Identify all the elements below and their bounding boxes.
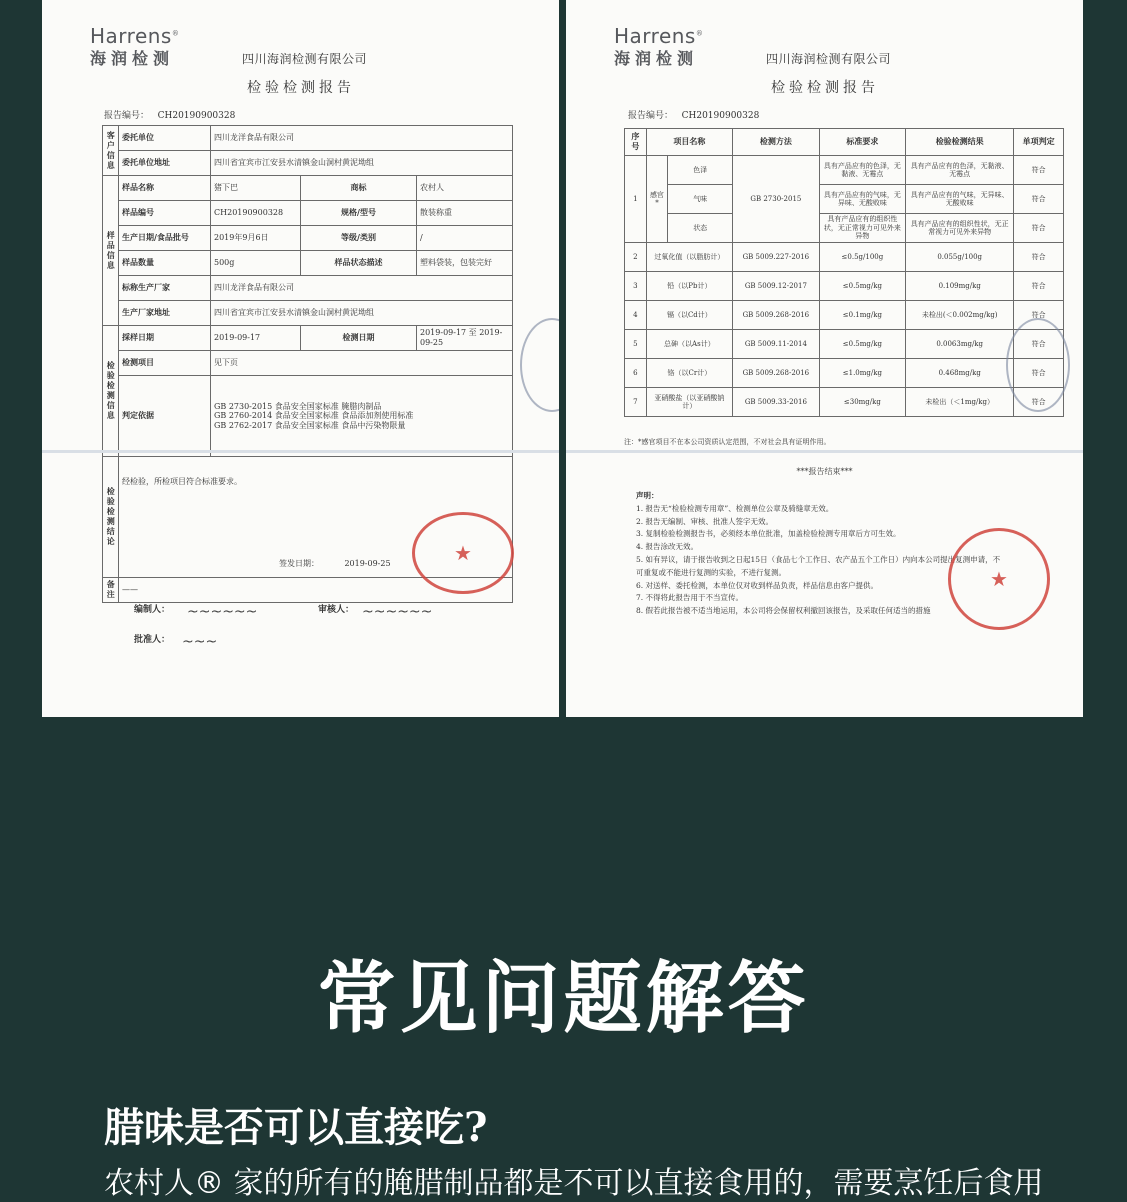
logo-cn-text: 海润检测: [614, 49, 699, 68]
approver-label: 批准人：: [134, 635, 171, 645]
inspection-stamp: ★: [412, 512, 514, 594]
logo-reg-mark: ®: [171, 29, 180, 38]
company-stamp: ★: [948, 528, 1050, 630]
table-row: 7 亚硝酸盐（以亚硝酸钠计） GB 5009.33-2016 ≤30mg/kg 未检出（＜1mg/kg） 符合: [625, 388, 1064, 417]
section-client: 客户信息: [103, 126, 119, 176]
table-row: 检测项目 见下页: [103, 351, 513, 376]
section-inspection: 检验检测信息: [103, 326, 119, 457]
approver-signature: ~~~: [182, 634, 218, 650]
report-page-2: [566, 0, 1083, 717]
declaration: 声明： 1. 报告无“检验检测专用章”、检测单位公章及骑缝章无效。 2. 报告无编制、审核、批准人签字无效。 3. 复制检验检测报告书，必须经本单位批准，加盖检验检测专用章后方可生效。 4. 报告涂改无效。 5. 如有异议，请于报告收到之日起15日（食品七个工作日、农产品五个工作日）内向本公司提出复测申请，不可重复或不能进行复测的实验，不进行复测。 6. 对送样、委托检测，本单位仅对收到样品负责，样品信息由客户提供。 7. 不得将此报告用于不当宣传。 8. 假若此报告被不适当地运用，本公司将会保留权利撤回该报告，及采取任何适当的措施: [636, 491, 1001, 616]
reviewer-signature: ~~~~~~: [362, 604, 433, 620]
table-row: 4 镉（以Cd计） GB 5009.268-2016 ≤0.1mg/kg 未检出(＜0.002mg/kg) 符合: [625, 301, 1064, 330]
table-row: 5 总砷（以As计） GB 5009.11-2014 ≤0.5mg/kg 0.0063mg/kg 符合: [625, 330, 1064, 359]
company-name: 四川海润检测有限公司: [766, 52, 892, 66]
table-row: 生产日期/食品批号 2019年9月6日 等级/类别 /: [103, 226, 513, 251]
report-number: 报告编号： CH20190900328: [104, 111, 236, 121]
table-row: 生产厂家地址 四川省宜宾市江安县水清镇金山洞村黄泥坳组: [103, 301, 513, 326]
table-header-row: 序号 项目名称 检测方法 标准要求 检验检测结果 单项判定: [625, 129, 1064, 156]
test-results-table: [624, 128, 1064, 417]
report-number: 报告编号： CH20190900328: [628, 111, 760, 121]
harrens-logo: [614, 24, 703, 69]
editor-label: 编制人：: [134, 605, 171, 615]
seam-stamp: [1006, 318, 1070, 412]
table-row: 2 过氧化值（以脂肪计） GB 5009.227-2016 ≤0.5g/100g 0.055g/100g 符合: [625, 243, 1064, 272]
table-row: 1 感官* 色泽 GB 2730-2015 具有产品应有的色泽，无黏液、无霉点 具有产品应有的色泽，无黏液、无霉点 符合: [625, 156, 1064, 185]
section-sample: 样品信息: [103, 176, 119, 326]
table-row: 气味 具有产品应有的气味，无异味、无酸败味 具有产品应有的气味，无异味、无酸败味 符合: [625, 185, 1064, 214]
company-name: 四川海润检测有限公司: [242, 52, 368, 66]
table-row: 判定依据 GB 2730-2015 食品安全国家标准 腌腊肉制品 GB 2760-2014 食品安全国家标准 食品添加剂使用标准 GB 2762-2017 食品安全国家标准 食品中污染物限量: [103, 376, 513, 457]
report-title: 检验检测报告: [771, 80, 879, 96]
section-remark: 备注: [103, 578, 119, 603]
report-end: ***报告结束***: [796, 467, 853, 476]
table-row: 6 铬（以Cr计） GB 5009.268-2016 ≤1.0mg/kg 0.468mg/kg 符合: [625, 359, 1064, 388]
table-row: 状态 具有产品应有的组织性状，无正常视力可见外来异物 具有产品应有的组织性状，无正常视力可见外来异物 符合: [625, 214, 1064, 243]
reviewer-label: 审核人：: [318, 605, 355, 615]
issue-date: 签发日期： 2019-09-25: [279, 559, 391, 569]
table-row: 样品编号 CH20190900328 规格/型号 散装称重: [103, 201, 513, 226]
harrens-logo: [90, 24, 179, 69]
table-row: 标称生产厂家 四川龙洋食品有限公司: [103, 276, 513, 301]
table-row: 3 铅（以Pb计） GB 5009.12-2017 ≤0.5mg/kg 0.109mg/kg 符合: [625, 272, 1064, 301]
faq-answer: 农村人® 家的所有的腌腊制品都是不可以直接食用的，需要烹饪后食用: [104, 1166, 1044, 1201]
section-conclusion: 检验检测结论: [103, 457, 119, 578]
table-row: 客户信息 委托单位 四川龙洋食品有限公司: [103, 126, 513, 151]
editor-signature: ~~~~~~: [187, 604, 258, 620]
table-row: 样品数量 500g 样品状态描述 塑料袋装，包装完好: [103, 251, 513, 276]
logo-en-text: Harrens: [90, 24, 172, 48]
logo-reg-mark: ®: [695, 29, 704, 38]
table-row: 备注 ——: [103, 578, 513, 603]
report-page-1: [42, 0, 559, 717]
report-title: 检验检测报告: [247, 80, 355, 96]
seam-stamp: [520, 318, 559, 412]
fold-line: [566, 450, 1083, 453]
logo-en-text: Harrens: [614, 24, 696, 48]
fold-line: [42, 450, 559, 453]
conclusion-text: 经检验，所检项目符合标准要求。: [122, 477, 242, 486]
table-row: 检验检测信息 採样日期 2019-09-17 检测日期 2019-09-17 至 2019-09-25: [103, 326, 513, 351]
table-note: 注：*感官项目不在本公司资质认定范围，不对社会具有证明作用。: [624, 438, 831, 446]
basis-list: GB 2730-2015 食品安全国家标准 腌腊肉制品 GB 2760-2014 食品安全国家标准 食品添加剂使用标准 GB 2762-2017 食品安全国家标准 食品中污染物限量: [211, 376, 513, 457]
table-row: 样品信息 样品名称 猪下巴 商标 农村人: [103, 176, 513, 201]
faq-title: 常见问题解答: [317, 954, 810, 1044]
faq-question: 腊味是否可以直接吃?: [104, 1104, 488, 1151]
logo-cn-text: 海润检测: [90, 49, 175, 68]
table-row: 委托单位地址 四川省宜宾市江安县水清镇金山洞村黄泥坳组: [103, 151, 513, 176]
